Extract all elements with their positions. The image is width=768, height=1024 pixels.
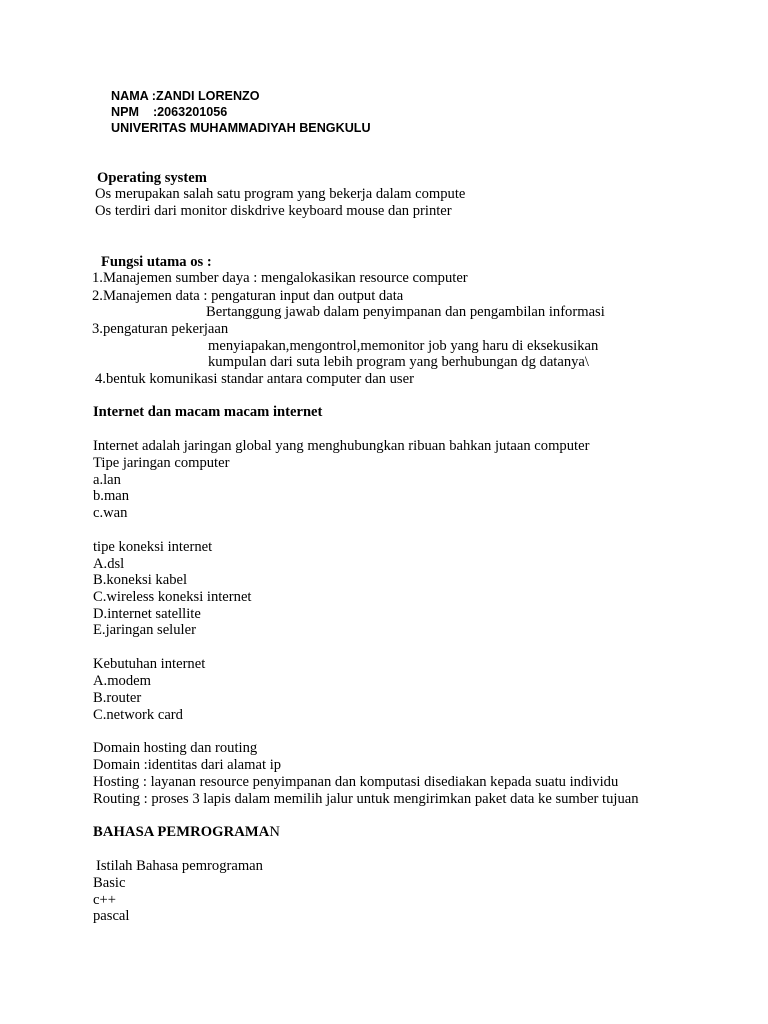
university-name: UNIVERITAS MUHAMMADIYAH BENGKULU (111, 121, 371, 135)
fungsi-heading: Fungsi utama os : (101, 254, 212, 270)
fungsi-item-2-continuation: Bertanggung jawab dalam penyimpanan dan pengambilan informasi (206, 304, 605, 320)
domain-line: Domain :identitas dari alamat ip (93, 757, 282, 773)
fungsi-item-3-continuation-2: kumpulan dari suta lebih program yang berhubungan dg datanya\ (208, 354, 589, 370)
list-item: a.lan (93, 472, 121, 488)
student-name: NAMA :ZANDI LORENZO (111, 89, 260, 103)
list-item: b.man (93, 488, 130, 504)
bahasa-heading (93, 824, 280, 841)
fungsi-item-3: 3.pengaturan pekerjaan (92, 321, 229, 337)
koneksi-title: tipe koneksi internet (93, 539, 213, 555)
bahasa-heading-main: BAHASA PEMROGRAMA (93, 824, 270, 840)
list-item: pascal (93, 908, 130, 924)
list-item: A.dsl (93, 556, 125, 572)
domain-title: Domain hosting dan routing (93, 740, 258, 756)
list-item: B.koneksi kabel (93, 572, 188, 588)
list-item: D.internet satellite (93, 606, 201, 622)
os-line-2: Os terdiri dari monitor diskdrive keyboard mouse dan printer (95, 203, 452, 219)
kebutuhan-title: Kebutuhan internet (93, 656, 206, 672)
routing-line: Routing : proses 3 lapis dalam memilih jalur untuk mengirimkan paket data ke sumber tujuan (93, 791, 639, 807)
student-npm: NPM :2063201056 (111, 105, 228, 119)
list-item: c++ (93, 892, 116, 908)
bahasa-heading-tail: N (269, 824, 281, 840)
list-item: E.jaringan seluler (93, 622, 196, 638)
hosting-line: Hosting : layanan resource penyimpanan dan komputasi disediakan kepada suatu individu (93, 774, 619, 790)
fungsi-item-2: 2.Manajemen data : pengaturan input dan output data (92, 288, 404, 304)
list-item: C.network card (93, 707, 183, 723)
fungsi-item-3-continuation-1: menyiapakan,mengontrol,memonitor job yang haru di eksekusikan (208, 338, 599, 354)
list-item: c.wan (93, 505, 128, 521)
fungsi-item-1: 1.Manajemen sumber daya : mengalokasikan resource computer (92, 270, 468, 286)
list-item: C.wireless koneksi internet (93, 589, 252, 605)
list-item: Basic (93, 875, 126, 891)
bahasa-subtitle: Istilah Bahasa pemrograman (96, 858, 263, 874)
internet-heading: Internet dan macam macam internet (93, 404, 323, 420)
os-heading: Operating system (97, 170, 207, 186)
os-line-1: Os merupakan salah satu program yang bekerja dalam compute (95, 186, 466, 202)
tipe-jaringan-title: Tipe jaringan computer (93, 455, 230, 471)
list-item: B.router (93, 690, 142, 706)
internet-definition: Internet adalah jaringan global yang menghubungkan ribuan bahkan jutaan computer (93, 438, 590, 454)
list-item: A.modem (93, 673, 151, 689)
fungsi-item-4: 4.bentuk komunikasi standar antara computer dan user (95, 371, 414, 387)
